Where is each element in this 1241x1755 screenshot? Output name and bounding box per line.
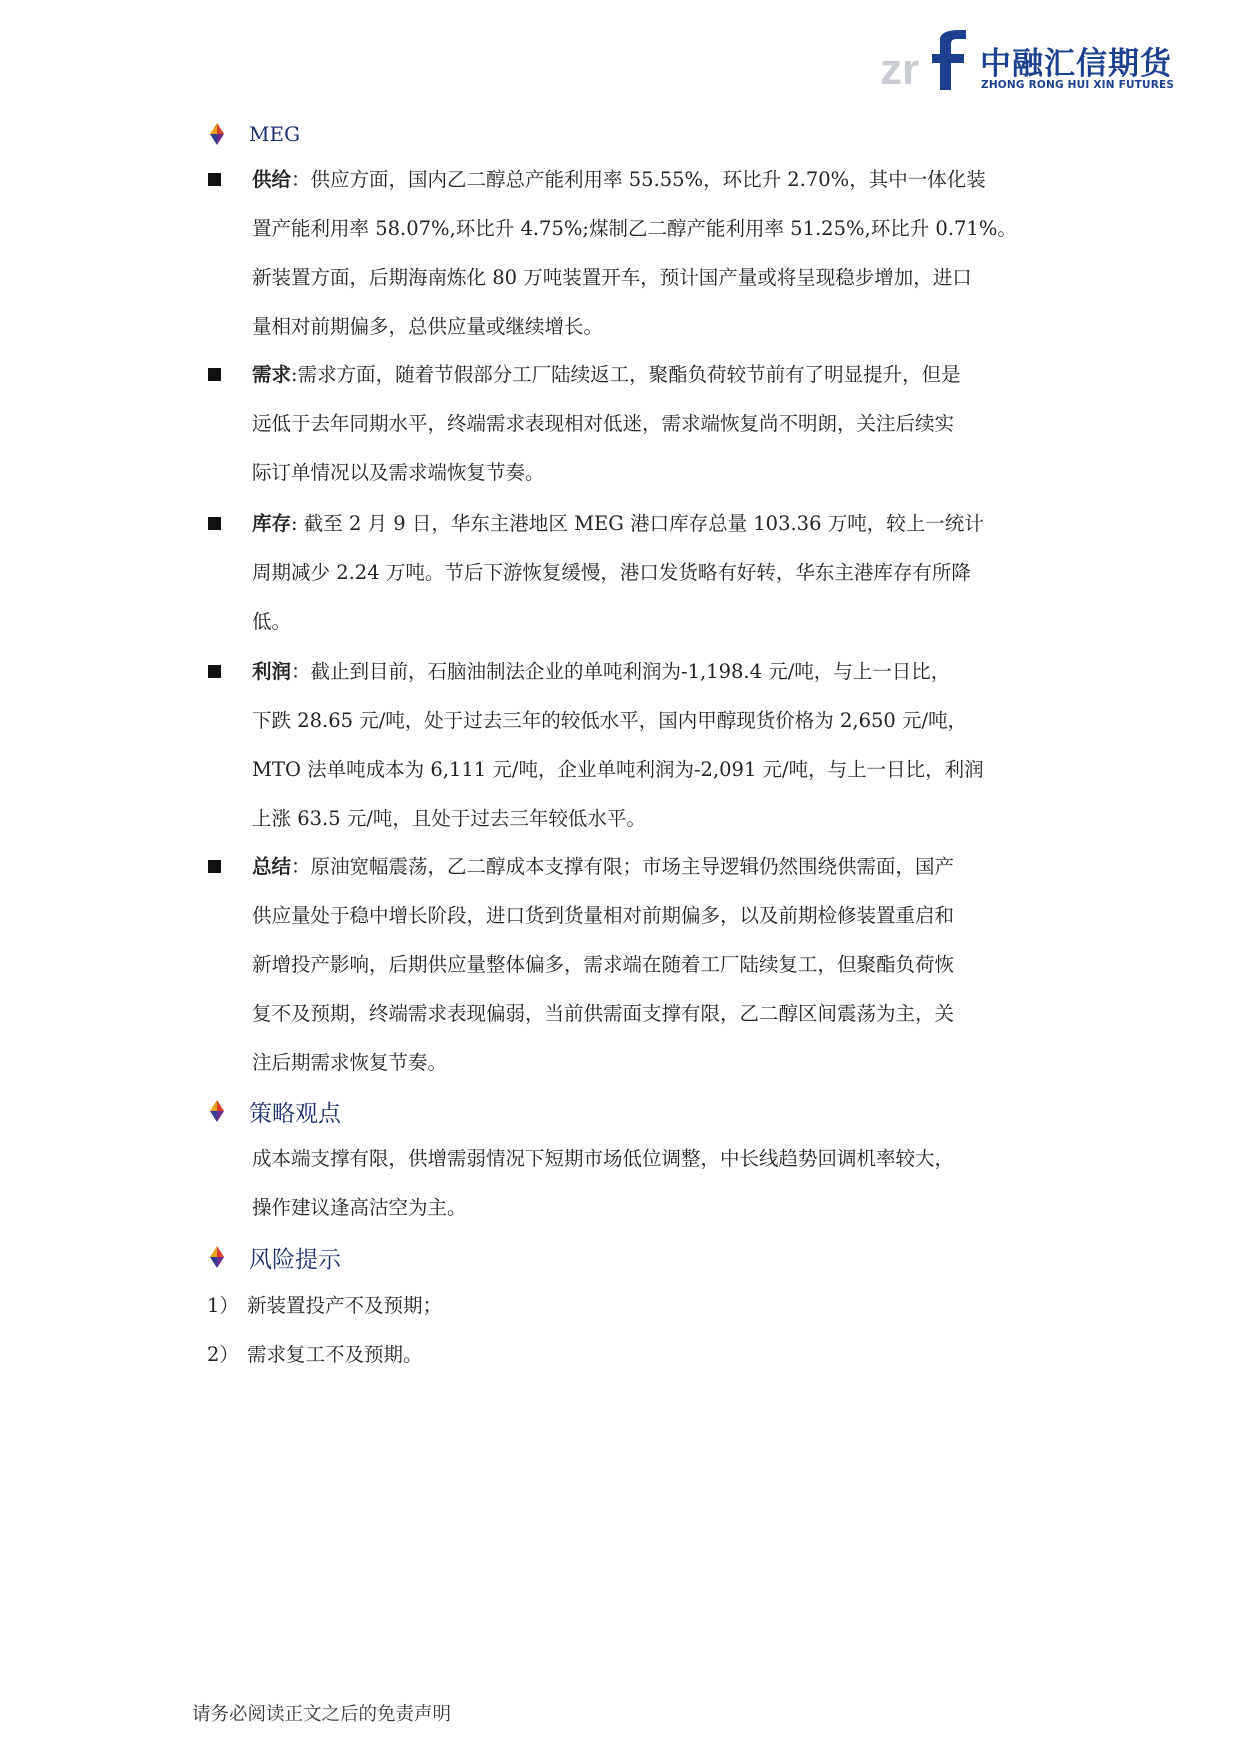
text-line: 上涨 63.5 元/吨，且处于过去三年较低水平。 <box>252 807 646 830</box>
text-line: 成本端支撑有限，供增需弱情况下短期市场低位调整，中长线趋势回调机率较大， <box>252 1147 955 1170</box>
text-line: 供给：供应方面，国内乙二醇总产能利用率 55.55%，环比升 2.70%，其中一体化装 <box>252 168 986 191</box>
list-number: 1） <box>207 1294 239 1317</box>
paragraph <box>252 502 1052 649</box>
text-line: MTO 法单吨成本为 6,111 元/吨，企业单吨利润为-2,091 元/吨，与上一日比，利润 <box>252 758 984 781</box>
logo-english-name: ZHONG RONG HUI XIN FUTURES <box>981 79 1175 91</box>
text-line: 利润：截止到目前，石脑油制法企业的单吨利润为-1,198.4 元/吨，与上一日比， <box>252 660 951 683</box>
text-line: 新增投产影响，后期供应量整体偏多，需求端在随着工厂陆续复工，但聚酯负荷恢 <box>252 953 955 976</box>
text-line: 供应量处于稳中增长阶段，进口货到货量相对前期偏多，以及前期检修装置重启和 <box>252 904 955 927</box>
text-line: 库存: 截至 2 月 9 日，华东主港地区 MEG 港口库存总量 103.36 万吨，较上一统计 <box>252 512 984 535</box>
text-line: 复不及预期，终端需求表现偏弱，当前供需面支撑有限，乙二醇区间震荡为主，关 <box>252 1002 955 1025</box>
paragraph <box>252 353 1052 500</box>
text-line: 下跌 28.65 元/吨，处于过去三年的较低水平，国内甲醇现货价格为 2,650 元/吨， <box>252 709 968 732</box>
list-text: 需求复工不及预期。 <box>247 1343 423 1366</box>
text-line: 注后期需求恢复节奏。 <box>252 1051 448 1074</box>
bullet-label: 需求 <box>252 363 292 386</box>
zrf-logo-mark-icon <box>880 30 976 94</box>
disclaimer-footer: 请务必阅读正文之后的免责声明 <box>192 1704 452 1725</box>
square-bullet-icon <box>208 517 221 530</box>
square-bullet-icon <box>208 173 221 186</box>
text-line: 操作建议逢高沽空为主。 <box>252 1196 467 1219</box>
section-title: 风险提示 <box>249 1246 341 1273</box>
diamond-bullet-icon <box>205 122 229 146</box>
list-item <box>207 1333 1007 1382</box>
bullet-label: 供给 <box>252 168 292 191</box>
list-text: 新装置投产不及预期； <box>247 1294 443 1317</box>
section-heading-strategy <box>205 1094 341 1128</box>
paragraph <box>252 650 1052 846</box>
bullet-label: 库存 <box>252 512 292 535</box>
square-bullet-icon <box>208 860 221 873</box>
diamond-bullet-icon <box>205 1099 229 1123</box>
diamond-bullet-icon <box>205 1245 229 1269</box>
square-bullet-icon <box>208 368 221 381</box>
section-title: MEG <box>249 122 301 146</box>
text-line: 量相对前期偏多，总供应量或继续增长。 <box>252 315 604 338</box>
text-line: 置产能利用率 58.07%,环比升 4.75%;煤制乙二醇产能利用率 51.25%,环比升 0.71%。 <box>252 217 1017 240</box>
text-line: 际订单情况以及需求端恢复节奏。 <box>252 461 545 484</box>
section-heading-meg <box>205 117 300 151</box>
svg-text:zr: zr <box>880 45 920 94</box>
text-line: 总结：原油宽幅震荡，乙二醇成本支撑有限；市场主导逻辑仍然围绕供需面，国产 <box>252 855 955 878</box>
section-heading-risk <box>205 1240 341 1274</box>
text-line: 远低于去年同期水平，终端需求表现相对低迷，需求端恢复尚不明朗，关注后续实 <box>252 412 955 435</box>
square-bullet-icon <box>208 665 221 678</box>
logo-chinese-name: 中融汇信期货 <box>980 46 1172 82</box>
bullet-label: 总结 <box>252 855 292 878</box>
bullet-label: 利润 <box>252 660 292 683</box>
risk-list <box>207 1284 1007 1382</box>
paragraph <box>252 845 1052 1090</box>
text-line: 周期减少 2.24 万吨。节后下游恢复缓慢，港口发货略有好转，华东主港库存有所降 <box>252 561 971 584</box>
text-line: 需求:需求方面，随着节假部分工厂陆续返工，聚酯负荷较节前有了明显提升，但是 <box>252 363 961 386</box>
paragraph <box>252 158 1052 354</box>
section-title: 策略观点 <box>249 1100 341 1127</box>
list-item <box>207 1284 1007 1333</box>
company-logo <box>880 30 1175 94</box>
list-number: 2） <box>207 1343 239 1366</box>
text-line: 低。 <box>252 610 292 633</box>
text-line: 新装置方面，后期海南炼化 80 万吨装置开车，预计国产量或将呈现稳步增加，进口 <box>252 266 972 289</box>
strategy-paragraph <box>252 1137 1052 1235</box>
